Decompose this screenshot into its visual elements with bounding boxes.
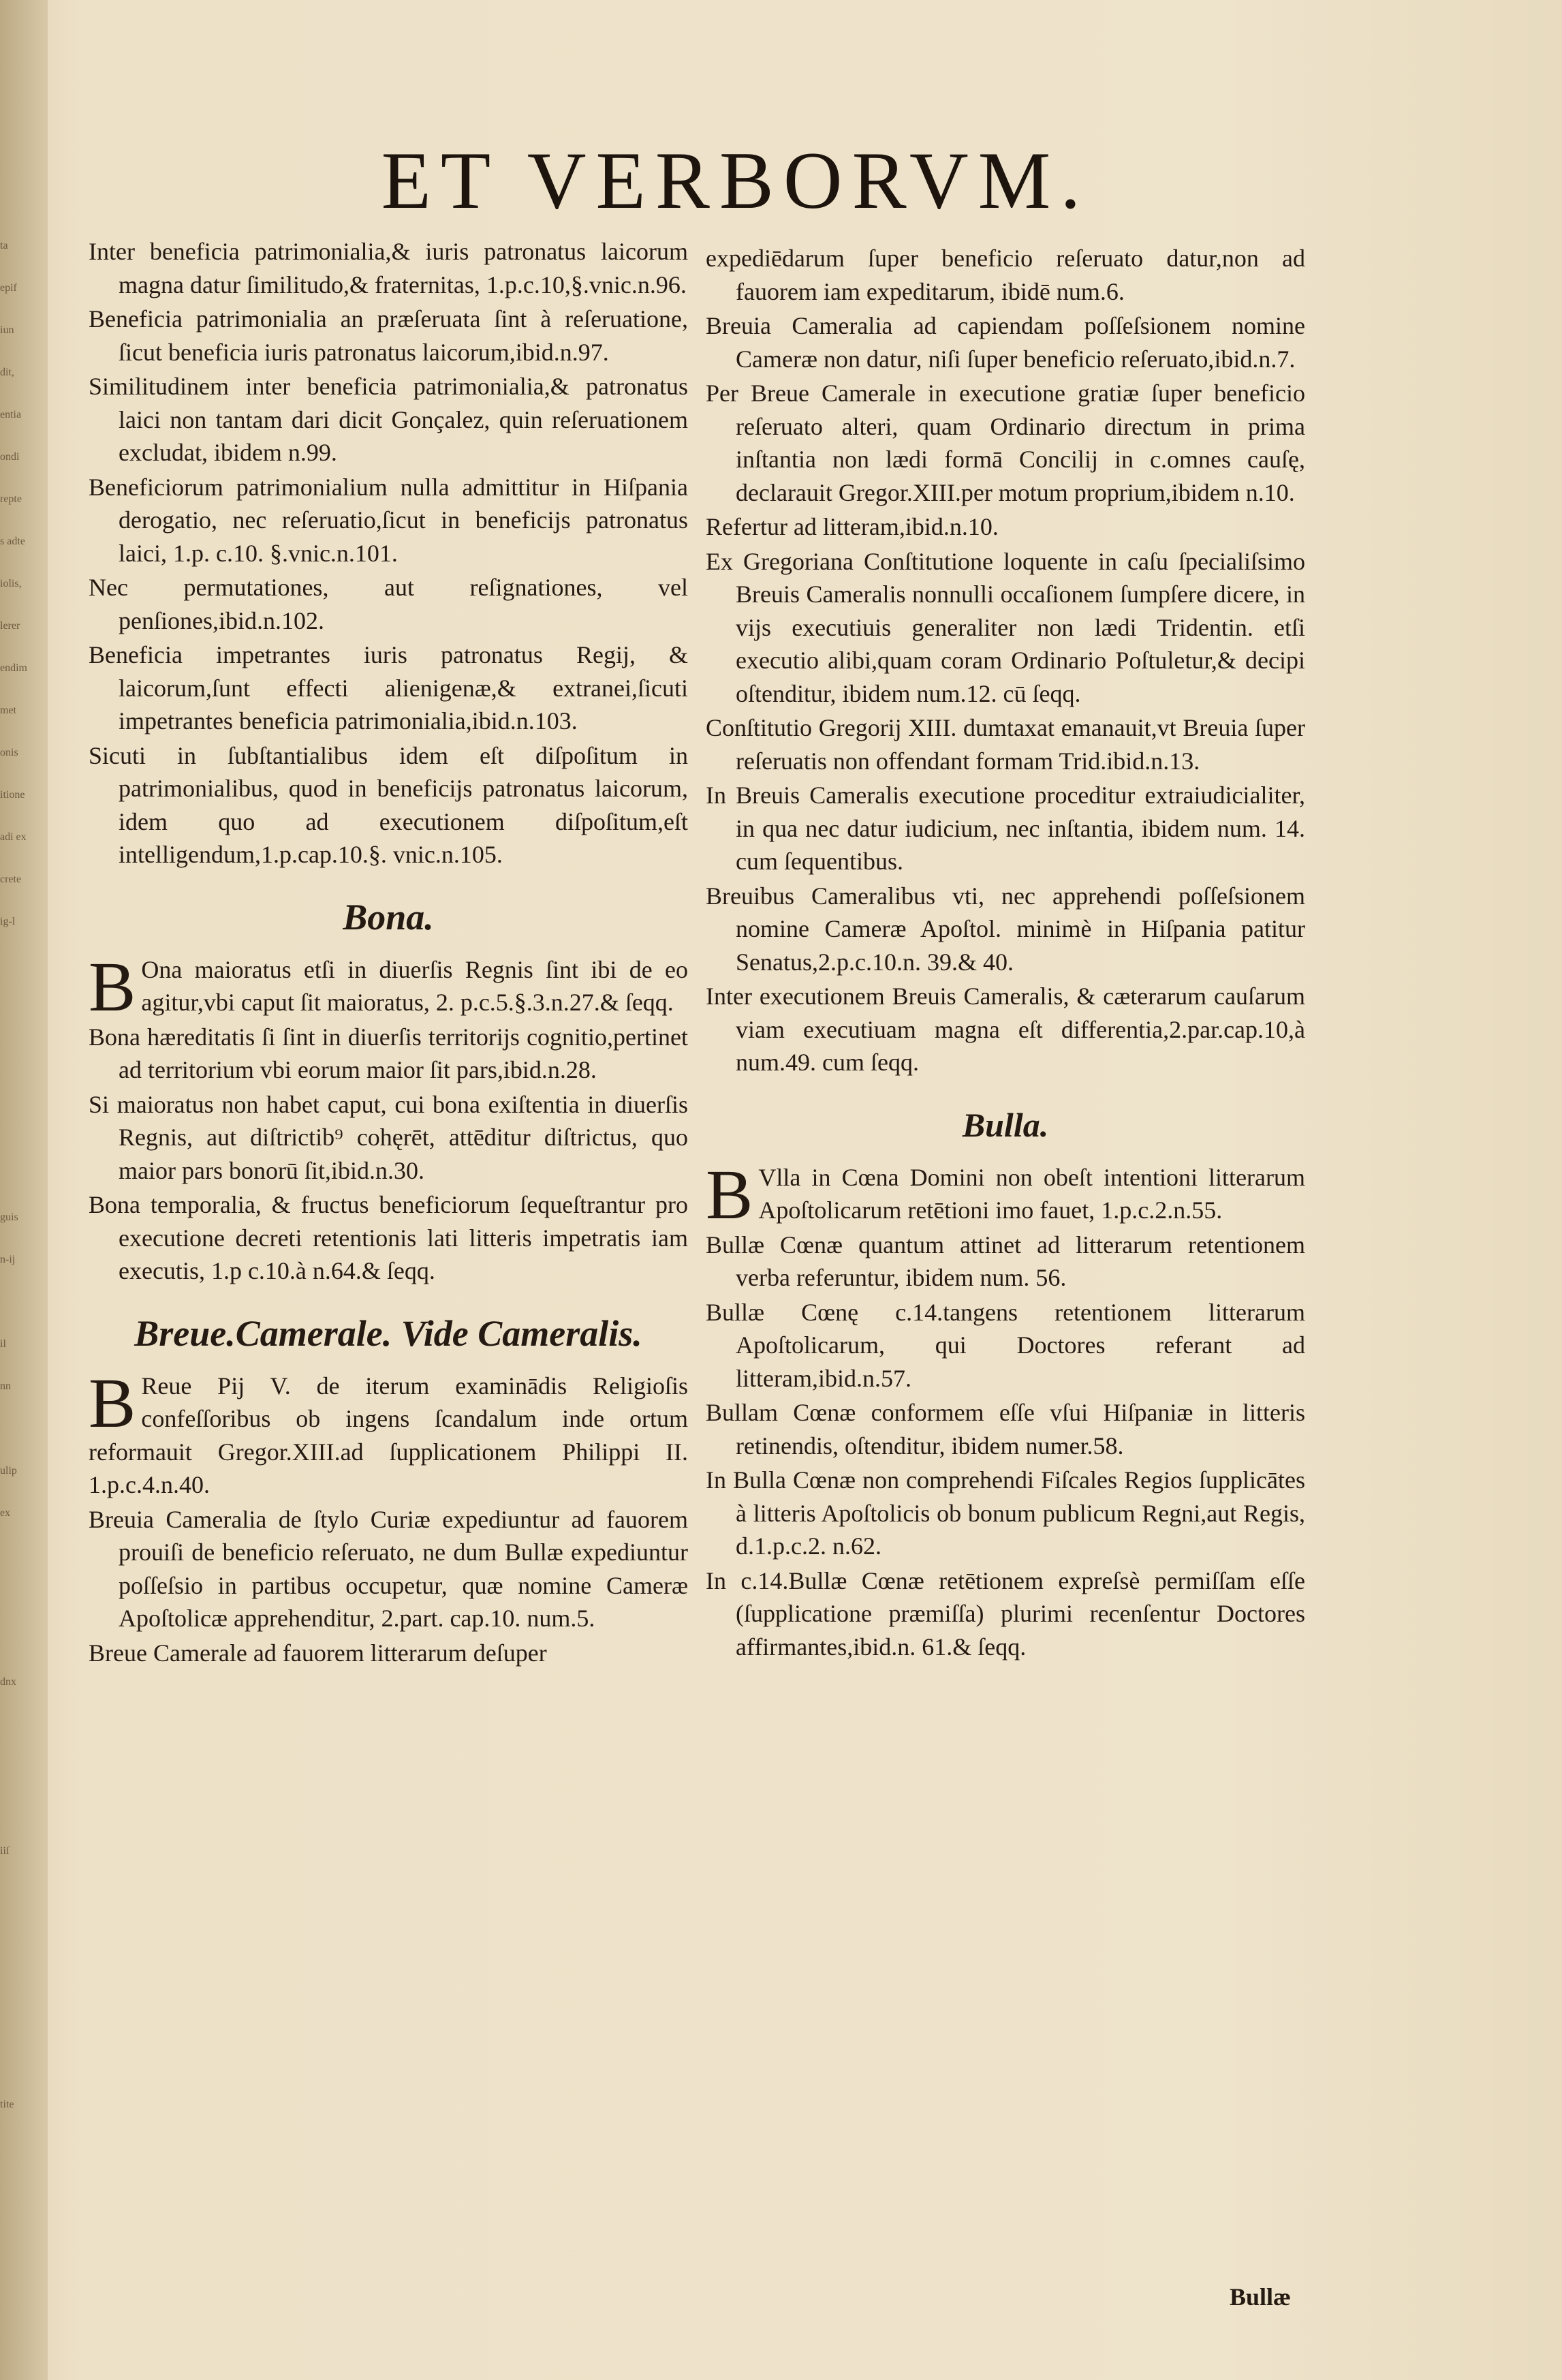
catchword: Bullæ <box>1229 2283 1291 2311</box>
margin-fragment: tite <box>0 2099 14 2110</box>
entry-text: Reue Pij V. de iterum examinādis Religioſis confeſſoribus ob ingens ſcandalum inde ortum reformauit Gregor.XIII.ad ſupplicationem Philippi II. 1.p.c.4.n.40. <box>89 1372 688 1498</box>
right-column <box>706 242 1305 2313</box>
index-entry: Inter executionem Breuis Cameralis, & cæterarum cauſarum viam executiuam magna eſt differentia,2.par.cap.10,à num.49. cum ſeqq. <box>706 983 1305 1076</box>
index-entry: Breue Camerale ad fauorem litterarum deſuper <box>89 1639 547 1667</box>
margin-fragment: iun <box>0 324 14 336</box>
margin-fragment <box>0 1999 45 2041</box>
margin-fragment: lerer <box>0 620 20 632</box>
index-entry: Ex Gregoriana Conſtitutione loquente in caſu ſpecialiſsimo Breuis Cameralis nonnulli occaſionem ſumpſere dicere, in vijs executiuis generaliter non lædi Tridentin. etſi executio alibi,quam coram Ordinario Poſtuletur,& decipi oſtenditur, ibidem num.12. cū ſeqq. <box>706 547 1305 707</box>
margin-fragment <box>0 1703 45 1746</box>
margin-fragment: entia <box>0 409 22 420</box>
margin-fragment <box>0 1957 45 1999</box>
index-entry: In Breuis Cameralis executione proceditur extraiudicialiter, in qua nec datur iudicium, nec inſtantia, ibidem num. 14. cum ſequentibus. <box>706 782 1305 875</box>
margin-fragment: ulip <box>0 1465 17 1477</box>
margin-fragment <box>0 943 45 985</box>
margin-fragment: repte <box>0 493 22 505</box>
index-entry: Refertur ad litteram,ibid.n.10. <box>706 513 999 540</box>
margin-fragment <box>0 1154 45 1196</box>
index-entry: Breuia Cameralia ad capiendam poſſeſsionem nomine Cameræ non datur, niſi ſuper beneficio reſeruato,ibid.n.7. <box>706 312 1305 373</box>
margin-fragment: nn <box>0 1380 11 1392</box>
heading-breue-camerale: Breue.Camerale. Vide Cameralis. <box>134 1312 642 1354</box>
index-entry: Bullæ Cœnæ quantum attinet ad litterarum retentionem verba referuntur, ibidem num. 56. <box>706 1231 1305 1291</box>
margin-fragment: met <box>0 705 16 716</box>
margin-fragment <box>0 1788 45 1830</box>
left-entries-bona <box>89 1021 688 1288</box>
index-entry: Bona hæreditatis ſi ſint in diuerſis territorijs cognitio,pertinet ad territorium vbi eorum maior ſit pars,ibid.n.28. <box>89 1023 688 1083</box>
margin-fragment <box>0 985 45 1027</box>
margin-fragment <box>0 1027 45 1070</box>
margin-fragment: endim <box>0 662 27 674</box>
index-entry: Bullæ Cœnę c.14.tangens retentionem litterarum Apoſtolicarum, qui Doctores referant ad litteram,ibid.n.57. <box>706 1298 1305 1392</box>
index-entry: Breuibus Cameralibus vti, nec apprehendi poſſeſsionem nomine Cameræ Apoſtol. minimè in Hiſpania patitur Senatus,2.p.c.10.n. 39.& 40. <box>706 882 1305 976</box>
entry-text: Vlla in Cœna Domini non obeſt intentioni litterarum Apoſtolicarum retētioni imo fauet, 1.p.c.2.n.55. <box>758 1163 1305 1224</box>
margin-fragment: adi ex <box>0 831 27 843</box>
index-entry: In Bulla Cœnæ non comprehendi Fiſcales Regios ſupplicātes à litteris Apoſtolicis ob bonum publicum Regni,aut Regis, d.1.p.c.2. n.62. <box>706 1466 1305 1560</box>
margin-fragment <box>0 1577 45 1619</box>
entry-text: Ona maioratus etſi in diuerſis Regnis ſint ibi de eo agitur,vbi caput ſit maioratus, 2. p.c.5.§.3.n.27.& ſeqq. <box>141 955 688 1016</box>
margin-fragment <box>0 1619 45 1661</box>
margin-fragment <box>0 1070 45 1112</box>
margin-fragment <box>0 1872 45 1915</box>
left-entries-top <box>89 235 688 871</box>
margin-fragment <box>0 2041 45 2084</box>
index-entry: expediēdarum ſuper beneficio reſeruato datur,non ad fauorem iam expeditarum, ibidē num.6. <box>706 245 1305 305</box>
margin-fragment: ta <box>0 240 8 251</box>
drop-cap: B <box>89 1363 136 1442</box>
index-entry: Beneficiorum patrimonialium nulla admittitur in Hiſpania derogatio, nec reſeruatio,ſicut in beneficijs patronatus laici, 1.p. c.10. §.vnic.n.101. <box>89 473 688 567</box>
heading-bulla: Bulla. <box>962 1105 1049 1144</box>
drop-cap: B <box>89 947 136 1026</box>
margin-fragment: iolis, <box>0 578 22 589</box>
index-entry: Similitudinem inter beneficia patrimonialia,& patronatus laici non tantam dari dicit Gonçalez, quin reſeruationem excludat, ibidem n.99. <box>89 373 688 466</box>
margin-fragment: ex <box>0 1507 11 1519</box>
margin-fragment <box>0 2168 45 2210</box>
index-entry: Bullam Cœnæ conformem eſſe vſui Hiſpaniæ in litteris retinendis, oſtenditur, ibidem numer.58. <box>706 1399 1305 1459</box>
drop-cap: B <box>706 1155 753 1234</box>
margin-fragment: guis <box>0 1211 18 1223</box>
left-column <box>89 235 688 2306</box>
index-entry: Conſtitutio Gregorij XIII. dumtaxat emanauit,vt Breuia ſuper reſeruatis non offendant formam Trid.ibid.n.13. <box>706 714 1305 775</box>
margin-fragment <box>0 1915 45 1957</box>
margin-fragment <box>0 1281 45 1323</box>
index-entry: In c.14.Bullæ Cœnæ retētionem expreſsè permiſſam eſſe (ſupplicatione præmiſſa) plurimi recenſentur Doctores affirmantes,ibid.n. 61.& ſeqq. <box>706 1566 1305 1660</box>
index-entry: Per Breue Camerale in executione gratiæ ſuper beneficio reſeruato alteri, quam Ordinario directum in prima inſtantia non lædi formā Concilij in c.omnes cauſę, declarauit Gregor.XIII.per motum proprium,ibidem n.10. <box>706 380 1305 506</box>
margin-notes <box>0 225 45 2210</box>
index-entry: Si maioratus non habet caput, cui bona exiſtentia in diuerſis Regnis, aut diſtrictib⁹ cohęrēt, attēditur diſtrictus, quo maior pars bonorū ſit,ibid.n.30. <box>89 1090 688 1184</box>
index-entry: Beneficia patrimonialia an præſeruata ſint à reſeruatione, ſicut beneficia iuris patronatus laicorum,ibid.n.97. <box>89 305 688 366</box>
margin-fragment <box>0 2126 45 2168</box>
right-entries-bulla <box>706 1228 1305 1664</box>
running-header: ET VERBORVM. <box>381 135 1091 226</box>
index-entry: Sicuti in ſubſtantialibus idem eſt diſpoſitum in patrimonialibus, quod in beneficijs patronatus laicorum, idem quo ad executionem diſpoſitum,eſt intelligendum,1.p.cap.10.§. vnic.n.105. <box>89 741 688 868</box>
bulla-lead-entry <box>706 1155 1305 1234</box>
bona-lead-entry <box>89 947 688 1026</box>
margin-fragment: iiſ <box>0 1845 10 1857</box>
margin-fragment: onis <box>0 747 18 758</box>
margin-fragment: crete <box>0 874 22 885</box>
margin-fragment: dit, <box>0 367 14 378</box>
margin-fragment: epif <box>0 282 17 294</box>
heading-bona: Bona. <box>343 896 434 938</box>
index-entry: Inter beneficia patrimonialia,& iuris patronatus laicorum magna datur ſimilitudo,& fraternitas, 1.p.c.10,§.vnic.n.96. <box>89 238 688 298</box>
breue-lead-entry <box>89 1363 688 1502</box>
margin-fragment <box>0 1408 45 1450</box>
margin-fragment: il <box>0 1338 6 1350</box>
index-entry: Bona temporalia, & fructus beneficiorum ſequeſtrantur pro executione decreti retentionis lati litteris impetratis iam executis, 1.p c.10.à n.64.& ſeqq. <box>89 1191 688 1284</box>
margin-fragment: ondi <box>0 451 20 463</box>
left-entries-breue <box>89 1503 688 1670</box>
index-entry: Beneficia impetrantes iuris patronatus Regij, & laicorum,ſunt effecti alienigenæ,& extranei,ſicuti impetrantes beneficia patrimonialia,ibid.n.103. <box>89 641 688 735</box>
margin-fragment: s adte <box>0 536 25 547</box>
margin-fragment <box>0 1112 45 1154</box>
margin-fragment: itione <box>0 789 25 801</box>
margin-fragment: dnx <box>0 1676 16 1688</box>
index-entry: Nec permutationes, aut reſignationes, vel penſiones,ibid.n.102. <box>89 574 688 634</box>
margin-fragment: n-ij <box>0 1254 16 1265</box>
margin-fragment <box>0 1746 45 1788</box>
right-entries-top <box>706 242 1305 1079</box>
index-entry: Breuia Cameralia de ſtylo Curiæ expediuntur ad fauorem prouiſi de beneficio reſeruato, ne dum Bullæ expediuntur poſſeſsio in partibus occupetur, quæ nomine Cameræ Apoſtolicæ apprehenditur, 2.part. cap.10. num.5. <box>89 1505 688 1632</box>
margin-fragment: ig-l <box>0 916 16 927</box>
margin-fragment <box>0 1534 45 1577</box>
